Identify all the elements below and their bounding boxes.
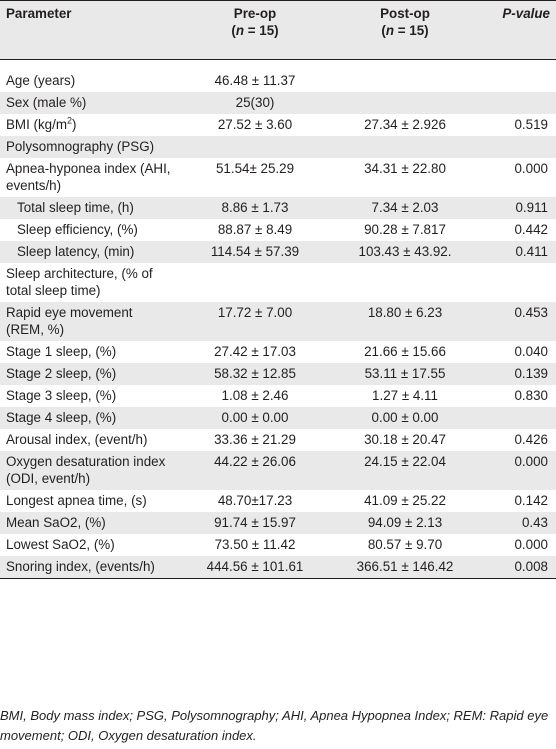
table-row xyxy=(0,241,556,263)
row-p-value: 0.000 xyxy=(480,158,556,197)
row-p-value: 0.426 xyxy=(480,429,556,451)
row-parameter: Arousal index, (event/h) xyxy=(0,429,180,451)
row-pre-op: 33.36 ± 21.29 xyxy=(180,429,330,451)
table-row xyxy=(0,363,556,385)
row-pre-op: 8.86 ± 1.73 xyxy=(180,197,330,219)
row-parameter: Polysomnography (PSG) xyxy=(0,136,180,158)
row-post-op: 90.28 ± 7.817 xyxy=(330,219,480,241)
header-p-value xyxy=(480,1,556,60)
row-pre-op xyxy=(180,263,330,302)
row-post-op: 24.15 ± 22.04 xyxy=(330,451,480,490)
table-footnote: BMI, Body mass index; PSG, Polysomnography; AHI, Apnea Hypopnea Index; REM: Rapid eye movement; ODI, Oxygen desaturation index. xyxy=(0,708,549,743)
row-p-value: 0.43 xyxy=(480,512,556,534)
row-pre-op: 46.48 ± 11.37 xyxy=(180,70,330,92)
row-post-op xyxy=(330,263,480,302)
row-p-value: 0.000 xyxy=(480,451,556,490)
row-p-value: 0.830 xyxy=(480,385,556,407)
row-parameter: Sleep architecture, (% of total sleep time) xyxy=(0,263,180,302)
table-row xyxy=(0,407,556,429)
row-pre-op: 1.08 ± 2.46 xyxy=(180,385,330,407)
row-pre-op xyxy=(180,136,330,158)
row-post-op xyxy=(330,92,480,114)
header-post-op-label: Post-op xyxy=(380,6,430,21)
row-post-op: 53.11 ± 17.55 xyxy=(330,363,480,385)
row-p-value xyxy=(480,70,556,92)
table-row xyxy=(0,136,556,158)
row-pre-op: 48.70±17.23 xyxy=(180,490,330,512)
row-parameter: Snoring index, (events/h) xyxy=(0,556,180,579)
row-post-op: 366.51 ± 146.42 xyxy=(330,556,480,579)
row-p-value: 0.139 xyxy=(480,363,556,385)
table-header-row xyxy=(0,1,556,60)
row-pre-op: 17.72 ± 7.00 xyxy=(180,302,330,341)
row-pre-op: 91.74 ± 15.97 xyxy=(180,512,330,534)
row-parameter: Stage 1 sleep, (%) xyxy=(0,341,180,363)
row-parameter: Mean SaO2, (%) xyxy=(0,512,180,534)
row-parameter: Stage 4 sleep, (%) xyxy=(0,407,180,429)
row-pre-op: 58.32 ± 12.85 xyxy=(180,363,330,385)
table-row xyxy=(0,341,556,363)
row-post-op: 7.34 ± 2.03 xyxy=(330,197,480,219)
row-parameter: Age (years) xyxy=(0,70,180,92)
table-row xyxy=(0,92,556,114)
row-p-value xyxy=(480,136,556,158)
row-post-op: 0.00 ± 0.00 xyxy=(330,407,480,429)
row-pre-op: 114.54 ± 57.39 xyxy=(180,241,330,263)
row-p-value: 0.911 xyxy=(480,197,556,219)
header-p-value-label: P-value xyxy=(502,6,550,21)
row-p-value: 0.040 xyxy=(480,341,556,363)
row-p-value: 0.453 xyxy=(480,302,556,341)
row-post-op: 34.31 ± 22.80 xyxy=(330,158,480,197)
row-post-op: 103.43 ± 43.92. xyxy=(330,241,480,263)
row-post-op: 30.18 ± 20.47 xyxy=(330,429,480,451)
row-post-op: 1.27 ± 4.11 xyxy=(330,385,480,407)
row-post-op: 41.09 ± 25.22 xyxy=(330,490,480,512)
row-pre-op: 0.00 ± 0.00 xyxy=(180,407,330,429)
table-row xyxy=(0,70,556,92)
row-p-value: 0.000 xyxy=(480,534,556,556)
row-pre-op: 88.87 ± 8.49 xyxy=(180,219,330,241)
row-pre-op: 25(30) xyxy=(180,92,330,114)
row-parameter: Stage 2 sleep, (%) xyxy=(0,363,180,385)
table-row xyxy=(0,451,556,490)
row-p-value xyxy=(480,407,556,429)
table-row xyxy=(0,385,556,407)
row-post-op: 27.34 ± 2.926 xyxy=(330,114,480,136)
header-post-op xyxy=(330,1,480,60)
row-pre-op: 44.22 ± 26.06 xyxy=(180,451,330,490)
table-row xyxy=(0,219,556,241)
row-parameter: BMI $(kg/m^2)$ xyxy=(0,114,180,136)
table-row xyxy=(0,512,556,534)
table-row xyxy=(0,490,556,512)
table-row xyxy=(0,556,556,579)
row-p-value: 0.142 xyxy=(480,490,556,512)
row-p-value: 0.442 xyxy=(480,219,556,241)
header-pre-op-label: Pre-op xyxy=(233,6,277,21)
row-parameter: Sex (male %) xyxy=(0,92,180,114)
row-parameter: Total sleep time, (h) xyxy=(0,197,180,219)
row-parameter: Sleep efficiency, (%) xyxy=(0,219,180,241)
row-parameter: Stage 3 sleep, (%) xyxy=(0,385,180,407)
header-pre-op-n: (n = 15) xyxy=(231,23,279,38)
row-p-value xyxy=(480,263,556,302)
row-pre-op: 51.54± 25.29 xyxy=(180,158,330,197)
row-p-value: 0.008 xyxy=(480,556,556,579)
row-post-op: 18.80 ± 6.23 xyxy=(330,302,480,341)
table-row xyxy=(0,429,556,451)
table-row xyxy=(0,114,556,136)
header-pre-op xyxy=(180,1,330,60)
header-post-op-n: (n = 15) xyxy=(381,23,429,38)
table-row xyxy=(0,534,556,556)
table-row xyxy=(0,302,556,341)
table-row xyxy=(0,197,556,219)
table-row xyxy=(0,263,556,302)
row-parameter: Sleep latency, (min) xyxy=(0,241,180,263)
row-parameter: Rapid eye movement (REM, %) xyxy=(0,302,180,341)
row-post-op xyxy=(330,136,480,158)
header-parameter: Parameter xyxy=(0,1,180,60)
row-pre-op: 73.50 ± 11.42 xyxy=(180,534,330,556)
row-pre-op: 27.42 ± 17.03 xyxy=(180,341,330,363)
row-p-value: 0.411 xyxy=(480,241,556,263)
row-post-op: 80.57 ± 9.70 xyxy=(330,534,480,556)
row-parameter: Apnea-hyponea index (AHI, events/h) xyxy=(0,158,180,197)
row-post-op: 94.09 ± 2.13 xyxy=(330,512,480,534)
row-p-value: 0.519 xyxy=(480,114,556,136)
row-parameter: Oxygen desaturation index (ODI, event/h) xyxy=(0,451,180,490)
row-post-op xyxy=(330,70,480,92)
row-parameter: Lowest SaO2, (%) xyxy=(0,534,180,556)
row-p-value xyxy=(480,92,556,114)
row-post-op: 21.66 ± 15.66 xyxy=(330,341,480,363)
row-pre-op: 444.56 ± 101.61 xyxy=(180,556,330,579)
row-pre-op: 27.52 ± 3.60 xyxy=(180,114,330,136)
row-parameter: Longest apnea time, (s) xyxy=(0,490,180,512)
table-row xyxy=(0,158,556,197)
